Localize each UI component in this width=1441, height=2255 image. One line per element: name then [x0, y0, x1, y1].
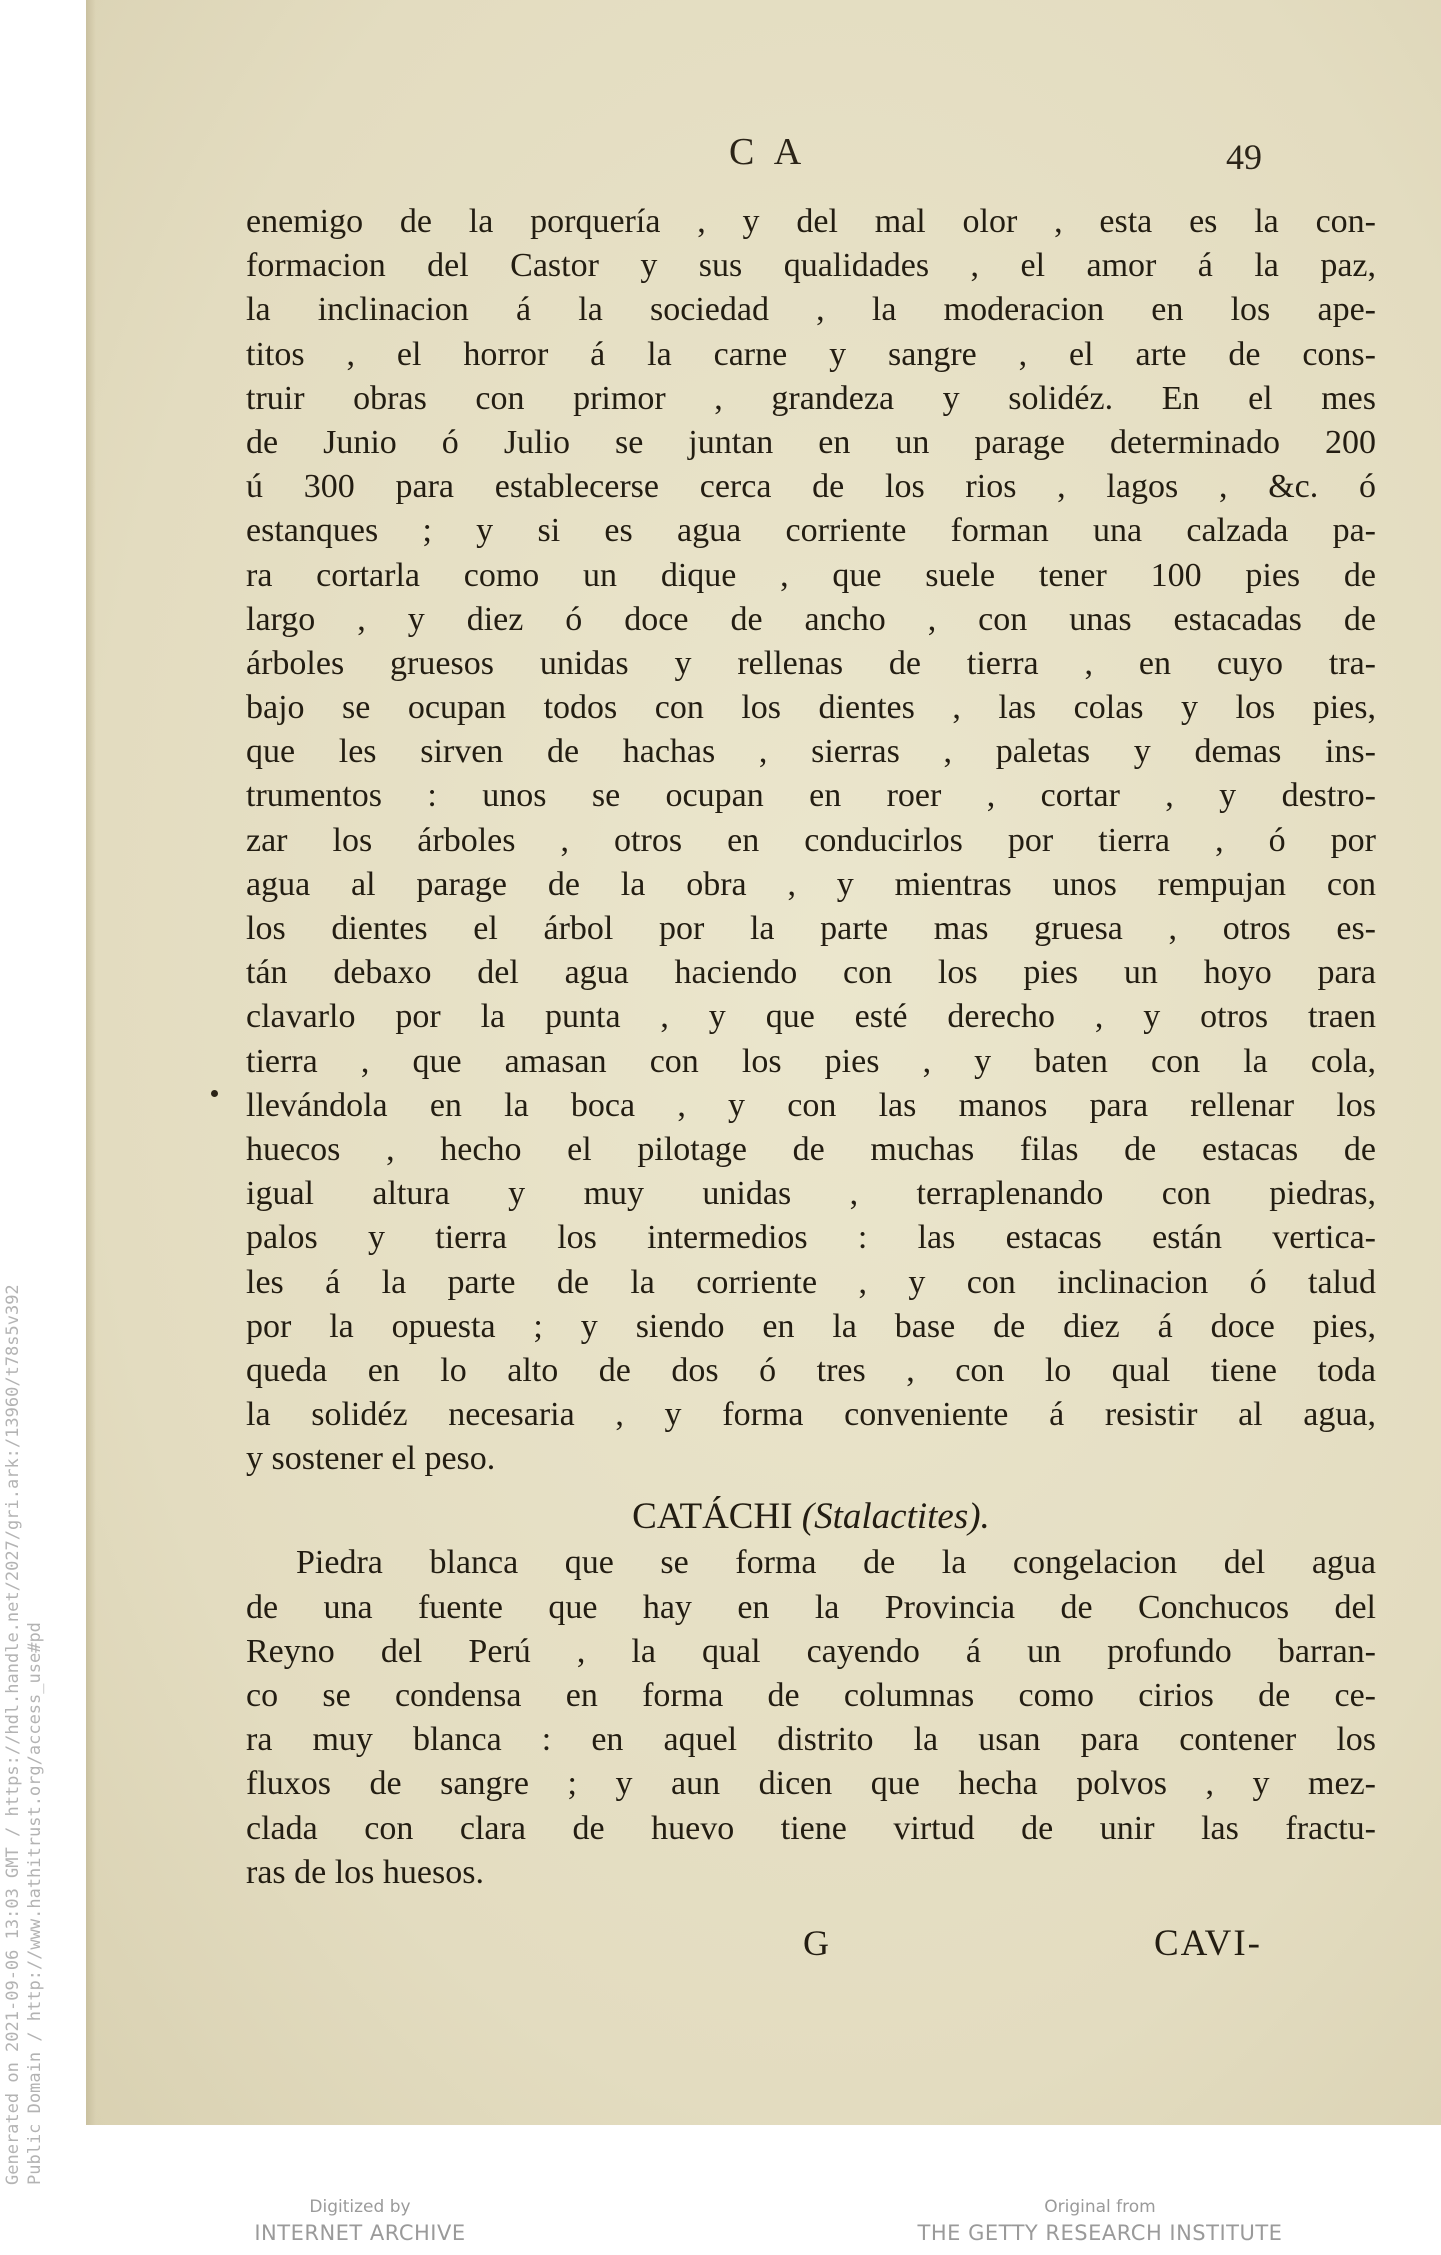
entry-heading [246, 1495, 1376, 1539]
text-line: enemigo de la porquería , y del mal olor , esta es la con- [246, 203, 1376, 240]
text-line: formacion del Castor y sus qualidades , el amor á la paz, [246, 247, 1376, 285]
text-line: largo , y diez ó doce de ancho , con unas estacadas de [246, 600, 1376, 638]
text-line: zar los árboles , otros en conducirlos por tierra , ó por [246, 821, 1376, 859]
text-line: la solidéz necesaria , y forma conveniente á resistir al agua, [246, 1396, 1376, 1434]
text-line: tán debaxo del agua haciendo con los pies un hoyo para [246, 954, 1376, 992]
page-gutter-shadow [86, 0, 96, 2125]
text-line: árboles gruesos unidas y rellenas de tierra , en cuyo tra- [246, 644, 1376, 682]
text-line: ras de los huesos. [246, 1853, 484, 1891]
text-line: Reyno del Perú , la qual cayendo á un profundo barran- [246, 1632, 1376, 1670]
text-line: clada con clara de huevo tiene virtud de unir las fractu- [246, 1809, 1376, 1847]
footer-source-name: THE GETTY RESEARCH INSTITUTE [917, 2221, 1283, 2245]
running-head-letters: C A [729, 131, 808, 173]
text-line: trumentos : unos se ocupan en roer , cortar , y destro- [246, 777, 1376, 815]
text-line: igual altura y muy unidas , terraplenando con piedras, [246, 1175, 1376, 1213]
text-line: queda en lo alto de dos ó tres , con lo qual tiene toda [246, 1351, 1376, 1389]
text-line: los dientes el árbol por la parte mas gruesa , otros es- [246, 910, 1376, 947]
text-line: de una fuente que hay en la Provincia de Conchucos del [246, 1588, 1376, 1626]
text-line: co se condensa en forma de columnas como cirios de ce- [246, 1677, 1376, 1714]
text-line: ra muy blanca : en aquel distrito la usan para contener los [246, 1721, 1376, 1759]
running-head [86, 130, 1441, 190]
text-line: Piedra blanca que se forma de la congelacion del agua [296, 1544, 1376, 1582]
entry-heading-term: CATÁCHI [632, 1496, 793, 1538]
text-line: que les sirven de hachas , sierras , paletas y demas ins- [246, 733, 1376, 771]
catchline [86, 1922, 1441, 1972]
footer [0, 2195, 1441, 2255]
text-line: huecos , hecho el pilotage de muchas filas de estacas de [246, 1130, 1376, 1168]
entry-paragraph [246, 1541, 1376, 1895]
text-line: y sostener el peso. [246, 1440, 496, 1478]
text-line: de Junio ó Julio se juntan en un parage determinado 200 [246, 423, 1376, 461]
text-line: agua al parage de la obra , y mientras unos rempujan con [246, 865, 1376, 903]
signature-mark: G [803, 1923, 829, 1963]
rights-stamp-line: Public Domain / http://www.hathitrust.org/access_use#pd [25, 1622, 45, 2185]
text-line: bajo se ocupan todos con los dientes , las colas y los pies, [246, 689, 1376, 727]
text-line: titos , el horror á la carne y sangre , el arte de cons- [246, 335, 1376, 373]
scanned-page [86, 0, 1441, 2125]
page-number: 49 [1226, 137, 1262, 177]
text-line: tierra , que amasan con los pies , y baten con la cola, [246, 1042, 1376, 1080]
footer-digitizer [240, 2195, 480, 2247]
margin-dot [211, 1090, 218, 1097]
text-line: llevándola en la boca , y con las manos para rellenar los [246, 1086, 1376, 1124]
text-line: les á la parte de la corriente , y con inclinacion ó talud [246, 1263, 1376, 1301]
generation-stamp-line: Generated on 2021-09-06 13:03 GMT / https://hdl.handle.net/2027/gri.ark:/13960/t78s5v392 [3, 1284, 23, 2185]
text-line: clavarlo por la punta , y que esté derecho , y otros traen [246, 998, 1376, 1036]
footer-source [880, 2195, 1320, 2247]
text-line: estanques ; y si es agua corriente forman una calzada pa- [246, 512, 1376, 550]
generation-stamp-text [2, 1284, 46, 2185]
text-line: por la opuesta ; y siendo en la base de diez á doce pies, [246, 1307, 1376, 1345]
footer-original-from: Original from [1044, 2197, 1156, 2217]
main-paragraph [246, 200, 1376, 1481]
entry-heading-latin: (Stalactites). [801, 1496, 990, 1538]
text-line: ra cortarla como un dique , que suele tener 100 pies de [246, 556, 1376, 594]
text-line: la inclinacion á la sociedad , la moderacion en los ape- [246, 291, 1376, 329]
text-line: ú 300 para establecerse cerca de los rios , lagos , &c. ó [246, 468, 1376, 506]
text-line: truir obras con primor , grandeza y solidéz. En el mes [246, 379, 1376, 417]
text-line: fluxos de sangre ; y aun dicen que hecha polvos , y mez- [246, 1765, 1376, 1803]
footer-digitized-by: Digitized by [309, 2197, 411, 2217]
page-body [246, 200, 1376, 1895]
catchword: CAVI- [1154, 1923, 1262, 1964]
text-line: palos y tierra los intermedios : las estacas están vertica- [246, 1219, 1376, 1257]
footer-digitizer-name: INTERNET ARCHIVE [254, 2221, 466, 2245]
